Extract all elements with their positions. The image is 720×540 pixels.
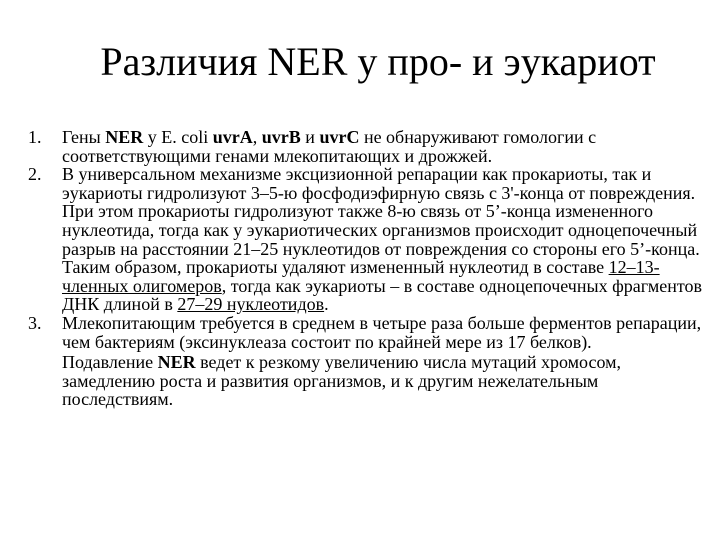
text: Гены [62, 127, 106, 147]
note-paragraph [28, 353, 702, 409]
text: у E. coli [143, 127, 213, 147]
list-item-2 [28, 165, 702, 314]
gene-name: uvr [319, 127, 347, 147]
text: не обнаруживают гомологии с соответствующими генами млекопитающих и дрожжей. [62, 127, 597, 166]
text: . [324, 294, 329, 315]
list-number: 3. [28, 312, 42, 333]
list-item-1 [28, 128, 702, 165]
gene-name: uvr [261, 127, 289, 147]
gene-name: uvr [212, 127, 240, 147]
text: В универсальном механизме эксцизионной репарации как прокариоты, так и эукариоты гидролизуют 3–5-ю фосфодиэфирную связь с 3'-конца от повреждения. При этом прокариоты гидролизуют также 8-ю связь от 5’-конца измененного нуклеотида, тогда как у эукариотических организмов происходит одноцепочечный разрыв на расстоянии 21–25 нуклеотидов от повреждения со стороны его 5’-конца. Таким образом, прокариоты удаляют измененный нуклеотид в составе [62, 164, 700, 278]
text: Млекопитающим требуется в среднем в четыре раза больше ферментов репарации, чем бактериям (эксинуклеаза состоит по крайней мере из 17 белков). [62, 312, 702, 352]
list-number: 2. [28, 164, 42, 185]
slide-title: Различия NER у про- и эукариот [100, 39, 656, 84]
gene-suffix: C [346, 127, 360, 147]
text: Подавление [62, 352, 158, 373]
gene-suffix: B [288, 127, 301, 147]
list-number: 1. [28, 127, 42, 147]
text: ведет к резкому увеличению числа мутаций хромосом, замедлению роста и развития организмов, и к другим нежелательным последствиям. [62, 352, 622, 410]
nucleotide-link[interactable]: 27–29 нуклеотидов [177, 294, 325, 315]
ner-term: NER [157, 352, 196, 373]
oligomer-link[interactable]: 12–13-членных олигомеров [62, 257, 660, 296]
list-item-3 [28, 314, 702, 351]
text: , тогда как эукариоты – в составе одноцепочечных фрагментов ДНК длиной в [62, 275, 703, 315]
text: и [300, 127, 320, 147]
gene-suffix: A [239, 127, 253, 147]
slide-body [28, 128, 702, 409]
text: , [252, 127, 262, 147]
ner-term: NER [105, 127, 144, 147]
